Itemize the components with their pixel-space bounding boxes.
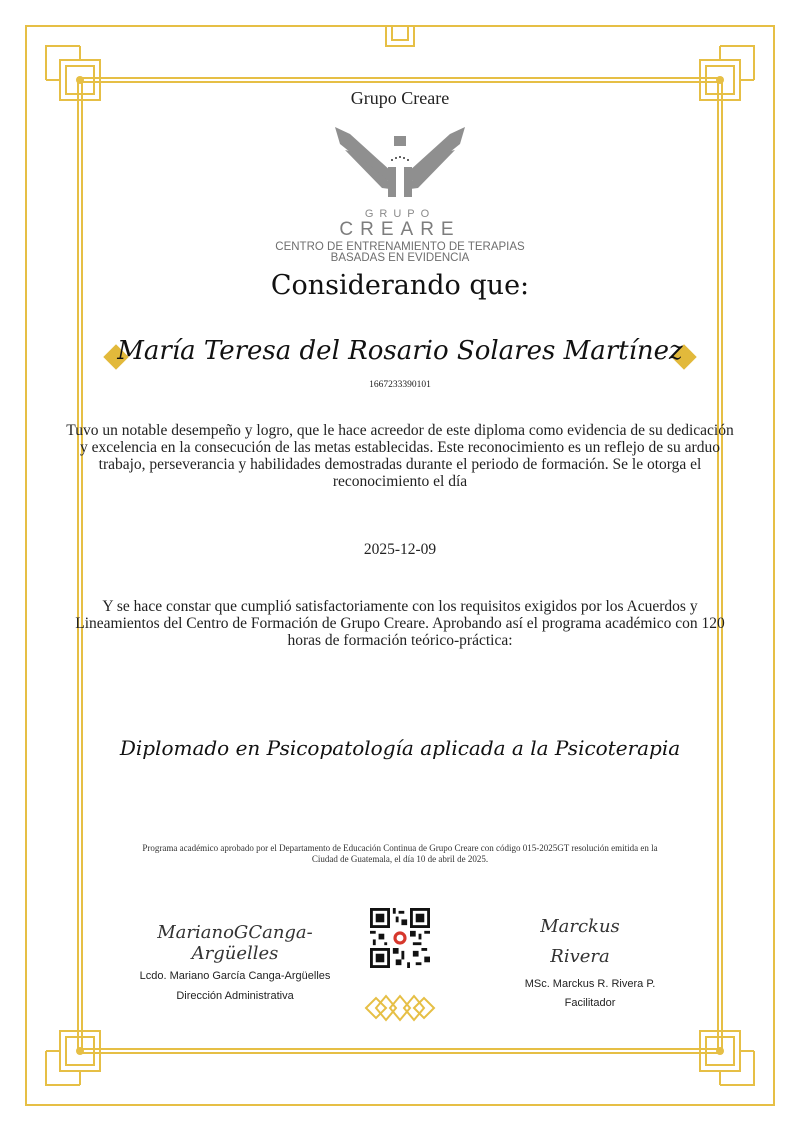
logo-tagline [0,242,800,264]
requirements-paragraph: Y se hace constar que cumplió satisfactoriamente con los requisitos exigidos por los Acuerdos y Lineamientos del Centro de Formación de Grupo Creare. Aprobando así el programa académico con 120 horas de formación teórico-práctica: [75,598,725,649]
approval-note: Programa académico aprobado por el Departamento de Educación Continua de Grupo Creare con código 015-2025GT resolución emitida en la Ciudad de Guatemala, el día 10 de abril de 2025. [142,843,658,864]
recipient-block [0,336,800,366]
program-title: Diplomado en Psicopatología aplicada a la Psicoterapia [119,736,681,760]
qr-code[interactable] [370,908,430,968]
award-date: 2025-12-09 [363,541,437,558]
achievement-paragraph: Tuvo un notable desempeño y logro, que le hace acreedor de este diploma como evidencia de su dedicación y excelencia en la consecución de las metas establecidas. Este reconocimiento es un reflejo de su arduo trabajo, perseverancia y habilidades demostradas durante el periodo de formación. Se le otorga el reconocimiento el día [66,422,734,490]
signature-right: Marckus Rivera [540,916,620,967]
signatory-left-role: Dirección Administrativa [176,990,294,1002]
recipient-name-wrapper [107,336,692,366]
certificate-heading: Considerando que: [270,270,530,301]
logo-text-grupo: GRUPO [364,208,436,220]
bottom-center-ornament [362,990,438,1026]
signatory-right-name: MSc. Marckus R. Rivera P. [524,978,656,990]
recipient-name: María Teresa del Rosario Solares Martínez [117,336,683,366]
logo-text-creare: CREARE [339,219,461,240]
organization-name: Grupo Creare [350,88,450,108]
signatory-left-name: Lcdo. Mariano García Canga-Argüelles [139,970,331,982]
creare-logo [330,122,470,207]
recipient-id: 1667233390101 [369,380,431,390]
signature-left: MarianoGCanga-Argüelles [157,922,313,964]
signatory-right-role: Facilitador [564,997,616,1009]
logo-tagline-text: CENTRO DE ENTRENAMIENTO DE TERAPIAS BASADAS EN EVIDENCIA [275,241,525,264]
